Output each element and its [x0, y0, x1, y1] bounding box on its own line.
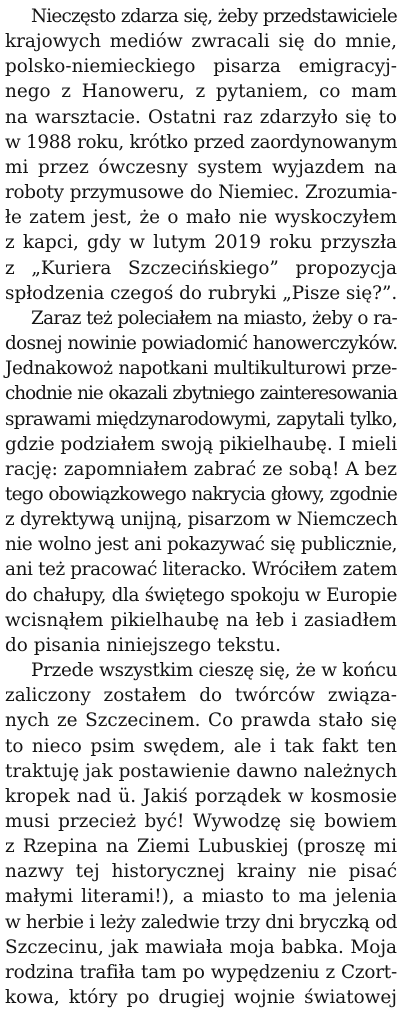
text-line: mi przez ówczesny system wyjazdem na [5, 156, 397, 178]
text-line: na warsztacie. Ostatni raz zdarzyło się to [5, 106, 397, 128]
text-line: do pisania niniejszego tekstu. [5, 634, 281, 656]
text-line: chodnie nie okazali zbytniego zainteresowania [5, 383, 397, 405]
text-line: Jednakowoż napotkani multikulturowi prze- [5, 358, 397, 380]
text-line: to nieco psim swędem, ale i tak fakt ten [5, 735, 397, 757]
text-line: Zaraz też poleciałem na miasto, żeby o ra- [31, 307, 397, 329]
text-line: krajowych mediów zwracali się do mnie, [5, 31, 397, 53]
text-line: musi przecież być! Wywodzę się bowiem [5, 811, 397, 832]
text-line: nazwy tej historycznej krainy nie pisać [5, 861, 397, 883]
text-line: ani też pracować literacko. Wróciłem zatem [5, 559, 397, 581]
text-line: traktuję jak postawienie dawno należnych [5, 760, 398, 782]
text-line: wcisnąłem pikielhaubę na łeb i zasiadłem [5, 609, 397, 631]
article-paragraph [5, 658, 397, 1010]
text-line: rację: zapomniałem zabrać ze sobą! A bez [5, 458, 397, 480]
text-line: z Rzepina na Ziemi Lubuskiej (proszę mi [5, 836, 397, 858]
text-line: łe zatem jest, że o mało nie wyskoczyłem [5, 207, 397, 229]
text-line: Przede wszystkim cieszę się, że w końcu [31, 660, 397, 682]
text-line: Nieczęsto zdarza się, żeby przedstawiciele [31, 6, 397, 27]
text-line: nie wolno jest ani pokazywać się publicznie, [5, 534, 397, 556]
text-line: rodzina trafiła tam po wypędzeniu z Czort- [5, 961, 397, 983]
article-paragraph [5, 306, 397, 658]
text-line: tego obowiązkowego nakrycia głowy, zgodnie [5, 483, 397, 505]
text-line: z „Kuriera Szczecińskiego” propozycja [5, 257, 397, 279]
text-line: polsko-niemieckiego pisarza emigracyj- [5, 56, 397, 78]
text-line: z dyrektywą unijną, pisarzom w Niemczech [5, 509, 398, 531]
text-line: zaliczony zostałem do twórców związa- [5, 685, 397, 707]
text-line: w herbie i leży zaledwie trzy dni bryczką od [5, 911, 397, 933]
article-paragraph [5, 4, 397, 306]
text-line: kowa, który po drugiej wojnie światowej [5, 987, 397, 1009]
text-line: kropek nad ü. Jakiś porządek w kosmosie [5, 785, 397, 807]
text-line: dosnej nowinie powiadomić hanowerczyków. [5, 333, 398, 355]
text-line: Szczecinu, jak mawiała moja babka. Moja [5, 936, 397, 958]
text-line: nych ze Szczecinem. Co prawda stało się [5, 710, 397, 732]
text-line: z kapci, gdy w lutym 2019 roku przyszła [5, 232, 397, 254]
text-line: małymi literami!), a miasto to ma jelenia [5, 886, 397, 908]
text-line: w 1988 roku, krótko przed zaordynowanym [5, 131, 397, 153]
text-line: roboty przymusowe do Niemiec. Zrozumia- [5, 182, 397, 204]
text-line: do chałupy, dla świętego spokoju w Europie [5, 584, 397, 606]
text-line: gdzie podziałem swoją pikielhaubę. I mieli [5, 433, 397, 455]
text-line: sprawami międzynarodowymi, zapytali tylko, [5, 408, 397, 430]
text-line: spłodzenia czegoś do rubryki „Pisze się?”. [5, 282, 398, 304]
text-line: nego z Hanoweru, z pytaniem, co mam [5, 81, 397, 103]
